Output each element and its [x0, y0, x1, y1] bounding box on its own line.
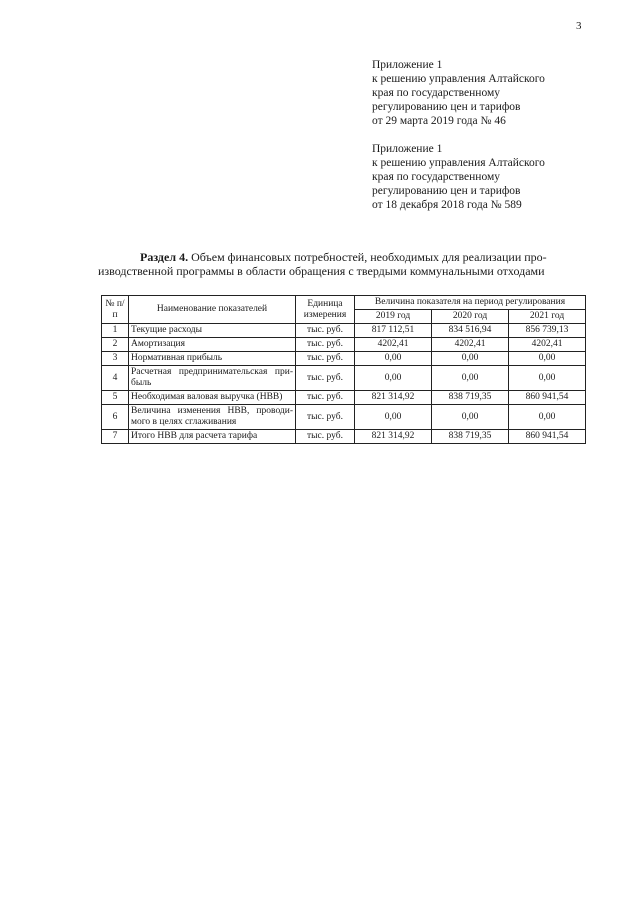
financial-needs-table: [101, 295, 586, 444]
row-value-2020: 0,00: [432, 352, 509, 366]
section-title-line-2: изводственной программы в области обращения с твердыми коммунальными отходами: [98, 264, 545, 278]
appendix-2-line: края по государственному: [372, 171, 500, 183]
row-value-2020: 834 516,94: [432, 324, 509, 338]
appendix-2-line: к решению управления Алтайского: [372, 157, 545, 169]
appendix-1-line: края по государственному: [372, 87, 500, 99]
table-row: [102, 366, 586, 391]
row-value-2021: 0,00: [509, 405, 586, 430]
table-row: [102, 338, 586, 352]
row-value-2021: 860 941,54: [509, 391, 586, 405]
section-title-line-1: [98, 250, 586, 264]
page-number: 3: [576, 20, 582, 32]
row-value-2021: 0,00: [509, 366, 586, 391]
row-name: Величина изменения НВВ, проводи-мого в целях сглаживания: [129, 405, 296, 430]
row-value-2019: 821 314,92: [355, 430, 432, 444]
row-unit: тыс. руб.: [296, 430, 355, 444]
table-row: [102, 405, 586, 430]
row-value-2019: 0,00: [355, 352, 432, 366]
row-value-2019: 821 314,92: [355, 391, 432, 405]
row-value-2020: 0,00: [432, 405, 509, 430]
appendix-1-line: регулированию цен и тарифов: [372, 101, 521, 113]
header-unit: Единица измерения: [296, 296, 355, 324]
row-unit: тыс. руб.: [296, 352, 355, 366]
table-row: [102, 430, 586, 444]
appendix-2-line: от 18 декабря 2018 года № 589: [372, 199, 522, 211]
header-year-2021: 2021 год: [509, 310, 586, 324]
row-num: 5: [102, 391, 129, 405]
appendix-2-line: регулированию цен и тарифов: [372, 185, 521, 197]
row-unit: тыс. руб.: [296, 366, 355, 391]
table-header-row: [102, 296, 586, 310]
section-title: [98, 250, 586, 278]
table-row: [102, 324, 586, 338]
row-value-2019: 0,00: [355, 405, 432, 430]
header-num: № п/п: [102, 296, 129, 324]
row-name: Итого НВВ для расчета тарифа: [129, 430, 296, 444]
header-name: Наименование показателей: [129, 296, 296, 324]
appendix-1-line: Приложение 1: [372, 59, 443, 71]
row-num: 2: [102, 338, 129, 352]
section-label: Раздел 4.: [140, 250, 189, 264]
appendix-2-block: [372, 142, 612, 212]
appendix-1-line: к решению управления Алтайского: [372, 73, 545, 85]
appendix-2-line: Приложение 1: [372, 143, 443, 155]
row-unit: тыс. руб.: [296, 338, 355, 352]
appendix-1-line: от 29 марта 2019 года № 46: [372, 115, 506, 127]
section-title-text: Объем финансовых потребностей, необходимых для реализации про-: [191, 250, 547, 264]
table-row: [102, 352, 586, 366]
row-value-2020: 4202,41: [432, 338, 509, 352]
header-year-2020: 2020 год: [432, 310, 509, 324]
row-num: 1: [102, 324, 129, 338]
row-name: Необходимая валовая выручка (НВВ): [129, 391, 296, 405]
row-unit: тыс. руб.: [296, 391, 355, 405]
row-value-2021: 860 941,54: [509, 430, 586, 444]
header-year-2019: 2019 год: [355, 310, 432, 324]
row-name: Амортизация: [129, 338, 296, 352]
row-value-2021: 0,00: [509, 352, 586, 366]
row-value-2021: 856 739,13: [509, 324, 586, 338]
row-value-2020: 838 719,35: [432, 430, 509, 444]
row-value-2019: 4202,41: [355, 338, 432, 352]
row-name: Нормативная прибыль: [129, 352, 296, 366]
row-num: 4: [102, 366, 129, 391]
row-value-2020: 838 719,35: [432, 391, 509, 405]
row-value-2019: 817 112,51: [355, 324, 432, 338]
row-num: 7: [102, 430, 129, 444]
header-period: Величина показателя на период регулирования: [355, 296, 586, 310]
table-row: [102, 391, 586, 405]
row-num: 3: [102, 352, 129, 366]
row-num: 6: [102, 405, 129, 430]
row-unit: тыс. руб.: [296, 405, 355, 430]
row-unit: тыс. руб.: [296, 324, 355, 338]
row-value-2020: 0,00: [432, 366, 509, 391]
row-name: Расчетная предпринимательская при-быль: [129, 366, 296, 391]
row-name: Текущие расходы: [129, 324, 296, 338]
appendix-1-block: [372, 58, 612, 128]
row-value-2019: 0,00: [355, 366, 432, 391]
row-value-2021: 4202,41: [509, 338, 586, 352]
